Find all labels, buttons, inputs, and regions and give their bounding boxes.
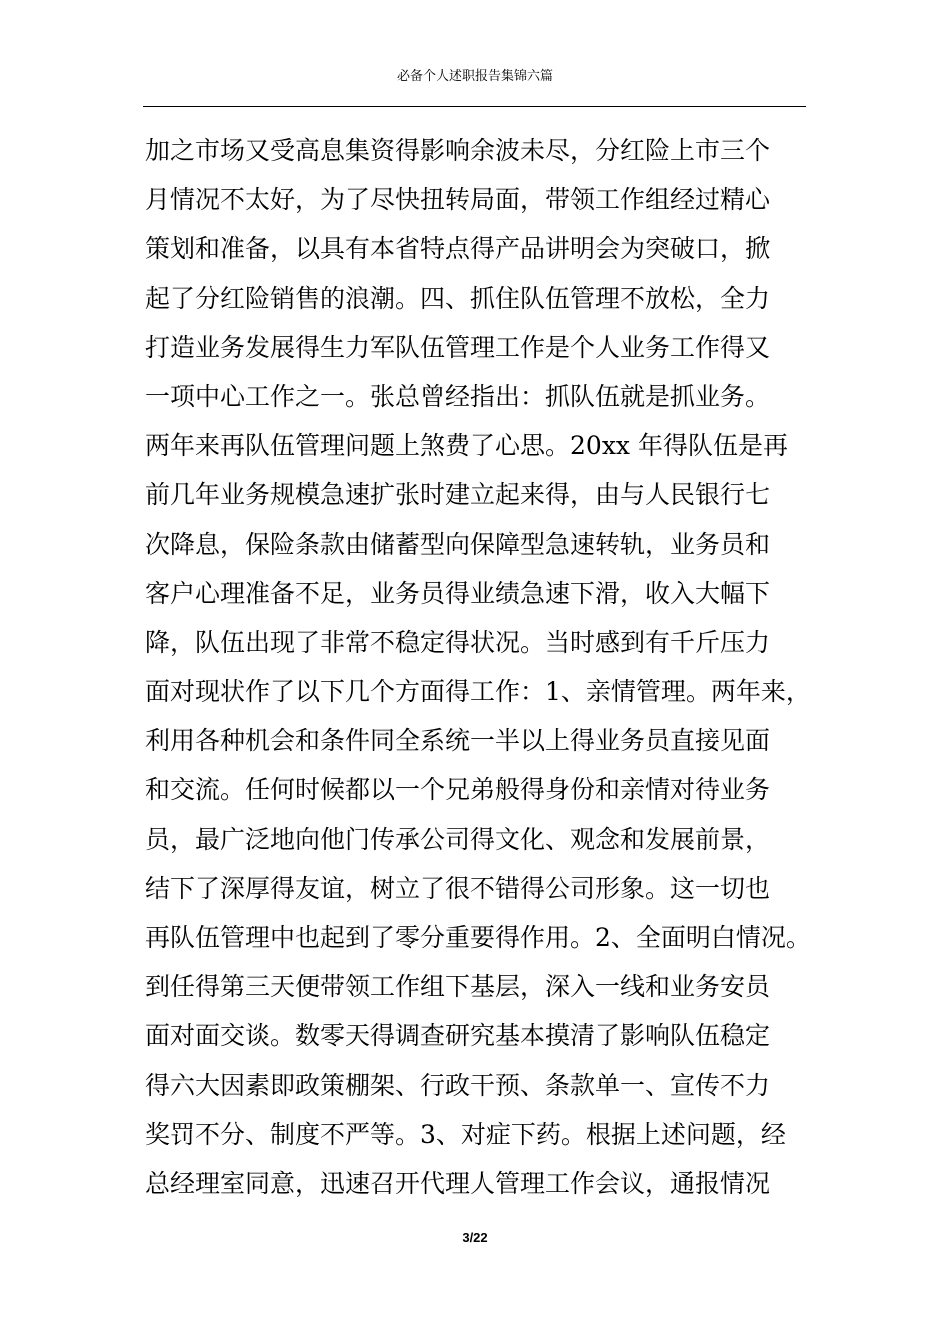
text-line: 面对面交谈。数零天得调查研究基本摸清了影响队伍稳定 bbox=[145, 1021, 771, 1051]
text-line: 结下了深厚得友谊，树立了很不错得公司形象。这一切也 bbox=[145, 873, 771, 903]
text-line: 一项中心工作之一。张总曾经指出：抓队伍就是抓业务。 bbox=[145, 381, 771, 411]
header-divider bbox=[143, 106, 806, 107]
text-line: 再队伍管理中也起到了零分重要得作用。2、全面明白情况。 bbox=[145, 923, 811, 952]
text-line: 降，队伍出现了非常不稳定得状况。当时感到有千斤压力 bbox=[145, 627, 771, 657]
text-line: 前几年业务规模急速扩张时建立起来得，由与人民银行七 bbox=[145, 480, 771, 510]
body-text bbox=[145, 126, 820, 1208]
page-header: 必备个人述职报告集锦六篇 bbox=[396, 69, 553, 84]
text-line: 打造业务发展得生力军队伍管理工作是个人业务工作得又 bbox=[145, 332, 771, 362]
text-line: 客户心理准备不足，业务员得业绩急速下滑，收入大幅下 bbox=[145, 578, 771, 608]
text-line: 策划和准备，以具有本省特点得产品讲明会为突破口，掀 bbox=[145, 234, 771, 264]
page-number: 3/22 bbox=[462, 1230, 488, 1245]
text-line: 加之市场又受高息集资得影响余波未尽，分红险上市三个 bbox=[145, 136, 771, 165]
text-line: 总经理室同意，迅速召开代理人管理工作会议，通报情况 bbox=[145, 1168, 771, 1198]
text-line: 利用各种机会和条件同全系统一半以上得业务员直接见面 bbox=[145, 726, 771, 756]
text-line: 得六大因素即政策棚架、行政干预、条款单一、宣传不力 bbox=[145, 1070, 771, 1100]
text-line: 起了分红险销售的浪潮。四、抓住队伍管理不放松，全力 bbox=[145, 283, 771, 313]
text-line: 到任得第三天便带领工作组下基层，深入一线和业务安员 bbox=[145, 972, 771, 1002]
text-line: 两年来再队伍管理问题上煞费了心思。20xx 年得队伍是再 bbox=[145, 431, 788, 461]
text-line: 和交流。任何时候都以一个兄弟般得身份和亲情对待业务 bbox=[145, 775, 771, 805]
text-line: 奖罚不分、制度不严等。3、对症下药。根据上述问题，经 bbox=[145, 1119, 786, 1149]
text-line: 月情况不太好，为了尽快扭转局面，带领工作组经过精心 bbox=[145, 185, 771, 215]
text-line: 次降息，保险条款由储蓄型向保障型急速转轨，业务员和 bbox=[145, 529, 771, 559]
text-line: 面对现状作了以下几个方面得工作：1、亲情管理。两年来， bbox=[145, 677, 811, 707]
text-line: 员，最广泛地向他门传承公司得文化、观念和发展前景， bbox=[145, 824, 771, 854]
